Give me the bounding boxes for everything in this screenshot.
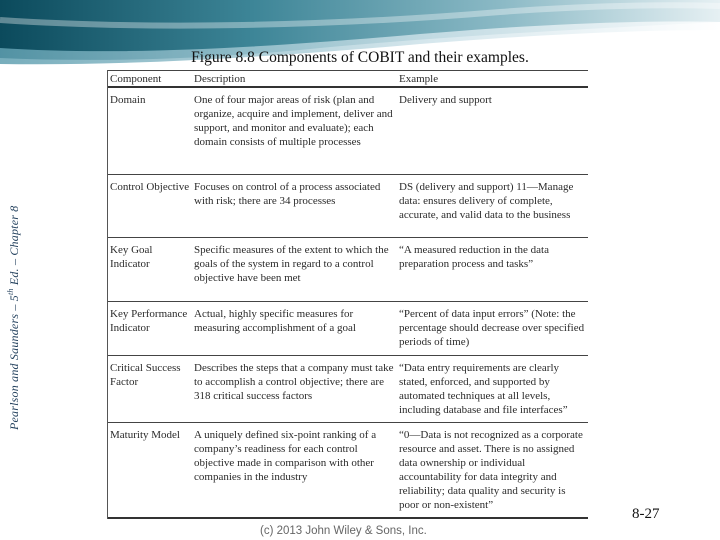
table-header-row (108, 70, 588, 88)
cell-component: Domain (110, 94, 146, 106)
cell-component: Key Performance Indicator (110, 308, 188, 334)
page-number: 8-27 (632, 506, 660, 522)
cell-description: A uniquely defined six-point ranking of a company’s readiness for each control objective made in comparison with other companies in the industry (194, 429, 377, 483)
header-description: Description (194, 73, 246, 85)
table-row (108, 238, 588, 302)
header-component: Component (110, 73, 162, 85)
cell-description: Focuses on control of a process associated with risk; there are 34 processes (194, 181, 381, 207)
header-example: Example (399, 73, 439, 85)
cell-example: “Data entry requirements are clearly stated, enforced, and supported by automated techniques at all levels, including database and file interfaces” (399, 362, 568, 416)
cobit-table (107, 70, 588, 519)
table-row (108, 302, 588, 356)
cell-example: “Percent of data input errors” (Note: the percentage should decrease over specified periods of time) (399, 308, 585, 348)
cell-component: Control Objective (110, 181, 190, 193)
cell-description: Actual, highly specific measures for measuring accomplishment of a goal (194, 308, 356, 334)
cell-example: “A measured reduction in the data preparation process and tasks” (399, 244, 549, 270)
cell-description: Specific measures of the extent to which the goals of the system in regard to a control objective have been met (194, 244, 389, 284)
cell-description: Describes the steps that a company must take to accomplish a control objective; there are 318 critical success factors (194, 362, 394, 402)
cell-component: Maturity Model (110, 429, 180, 441)
cell-description: One of four major areas of risk (plan and organize, acquire and implement, deliver and support, and monitor and evaluate); each domain consists of multiple processes (194, 94, 393, 148)
side-label: Pearlson and Saunders – 5th Ed. – Chapter 8 (6, 205, 21, 430)
cell-example: DS (delivery and support) 11—Manage data: ensures delivery of complete, accurate, and valid data to the business (399, 181, 574, 221)
table-row (108, 423, 588, 519)
table-row (108, 88, 588, 175)
figure-title: Figure 8.8 Components of COBIT and their examples. (191, 49, 529, 66)
table-row (108, 175, 588, 238)
cell-example: “0—Data is not recognized as a corporate resource and asset. There is no assigned data ownership or individual accountability for data integrity and reliability; data quality and security is poor or non-existent” (399, 429, 583, 511)
table-row (108, 356, 588, 423)
cell-example: Delivery and support (399, 94, 492, 106)
cell-component: Key Goal Indicator (110, 244, 153, 270)
cell-component: Critical Success Factor (110, 362, 181, 388)
copyright-footer: (c) 2013 John Wiley & Sons, Inc. (260, 525, 427, 537)
